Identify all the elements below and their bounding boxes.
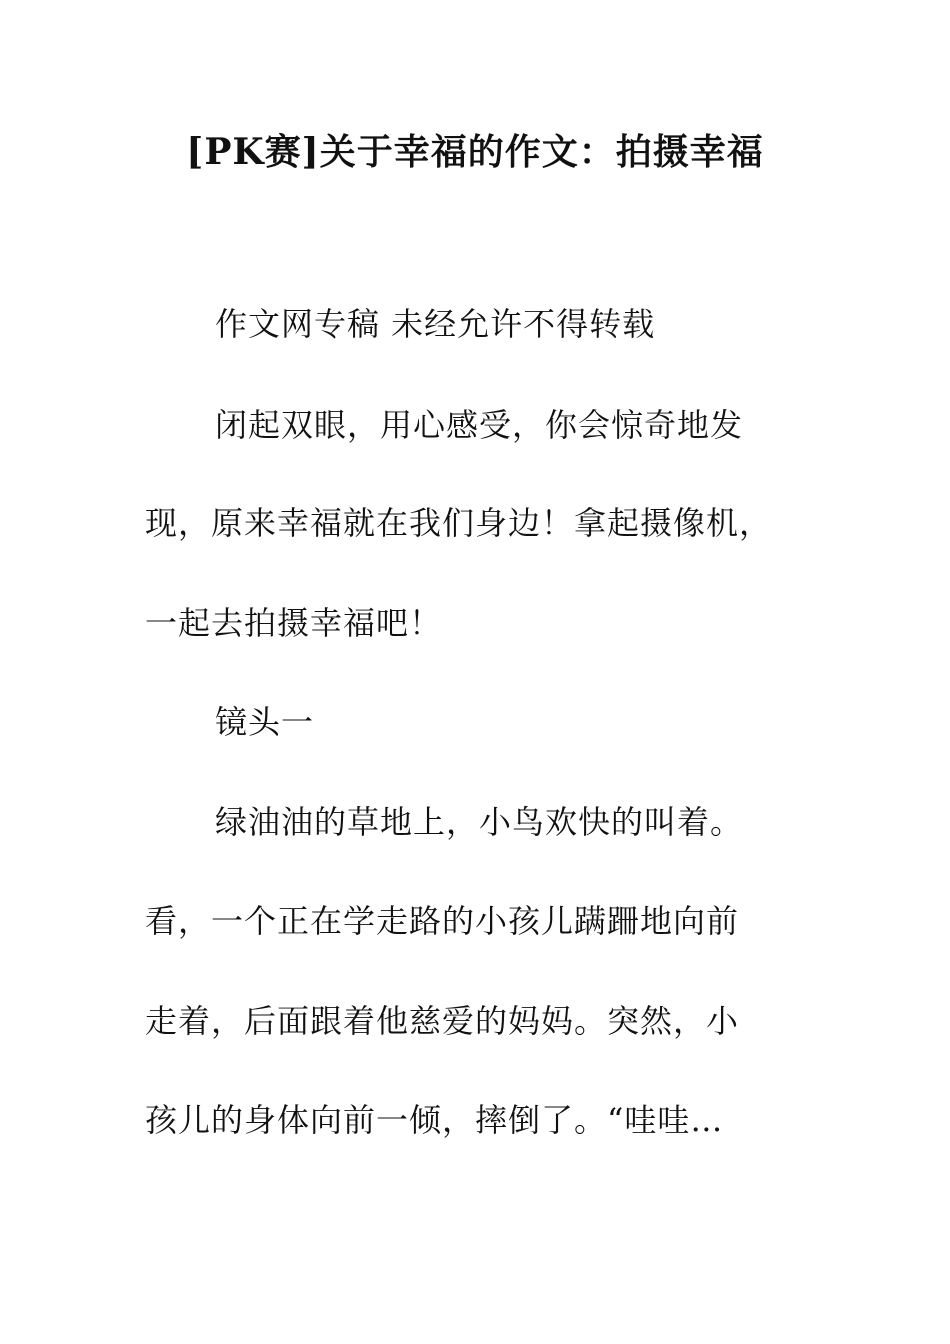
paragraph-line: 现，原来幸福就在我们身边！拿起摄像机， — [145, 504, 773, 542]
paragraph-line: 看，一个正在学走路的小孩儿蹒跚地向前 — [145, 902, 740, 940]
byline: 作文网专稿 未经允许不得转载 — [215, 305, 656, 343]
paragraph-line: 闭起双眼，用心感受，你会惊奇地发 — [215, 406, 744, 444]
paragraph-line: 绿油油的草地上，小鸟欢快的叫着。 — [215, 803, 744, 841]
section-heading: 镜头一 — [215, 703, 315, 741]
paragraph-line: 孩儿的身体向前一倾，摔倒了。“哇哇… — [145, 1101, 724, 1139]
paragraph-line: 走着，后面跟着他慈爱的妈妈。突然，小 — [145, 1002, 740, 1040]
paragraph-line: 一起去拍摄幸福吧！ — [145, 604, 443, 642]
document-title: [PK赛]关于幸福的作文：拍摄幸福 — [186, 131, 764, 173]
